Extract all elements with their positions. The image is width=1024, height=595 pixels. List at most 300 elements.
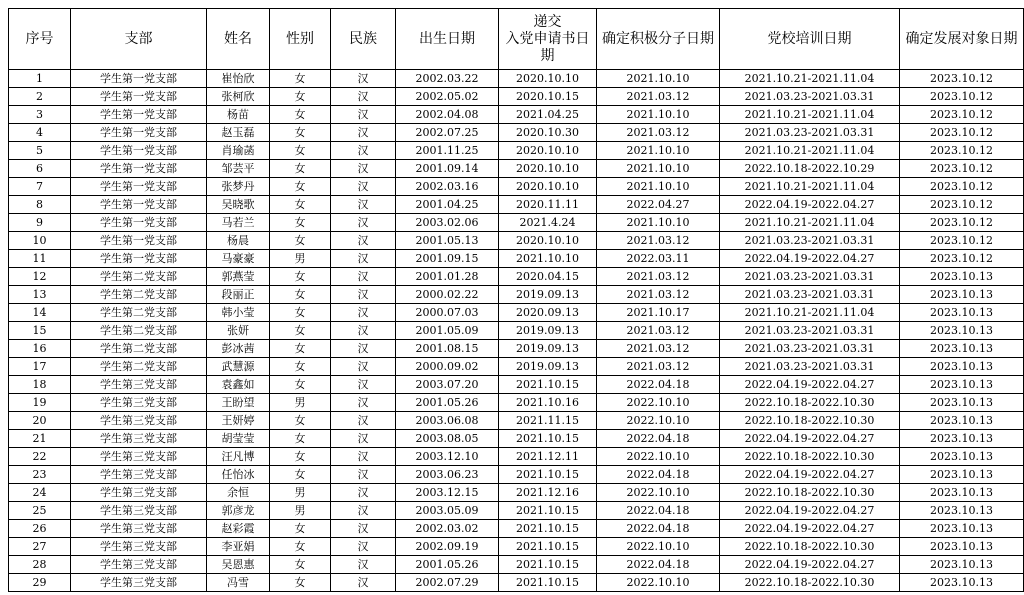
cell-application-date: 2021.12.11 [499, 448, 597, 466]
cell-gender: 女 [270, 142, 331, 160]
cell-seq: 16 [9, 340, 71, 358]
header-seq: 序号 [9, 9, 71, 70]
cell-ethnicity: 汉 [331, 322, 396, 340]
cell-ethnicity: 汉 [331, 70, 396, 88]
cell-seq: 1 [9, 70, 71, 88]
cell-application-date: 2021.11.15 [499, 412, 597, 430]
table-row [9, 106, 1024, 124]
cell-birth-date: 2003.05.09 [396, 502, 499, 520]
cell-activist-date: 2021.10.17 [597, 304, 720, 322]
table-row [9, 358, 1024, 376]
cell-candidate-date: 2023.10.13 [900, 448, 1024, 466]
cell-activist-date: 2021.10.10 [597, 70, 720, 88]
cell-ethnicity: 汉 [331, 142, 396, 160]
cell-birth-date: 2000.07.03 [396, 304, 499, 322]
cell-training-date: 2022.04.19-2022.04.27 [720, 376, 900, 394]
cell-activist-date: 2021.03.12 [597, 340, 720, 358]
cell-seq: 19 [9, 394, 71, 412]
cell-name: 王妍婷 [207, 412, 270, 430]
cell-branch: 学生第二党支部 [71, 286, 207, 304]
cell-ethnicity: 汉 [331, 412, 396, 430]
header-application-line-1: 递交 [533, 13, 562, 30]
cell-candidate-date: 2023.10.13 [900, 574, 1024, 592]
cell-activist-date: 2022.10.10 [597, 574, 720, 592]
cell-training-date: 2021.03.23-2021.03.31 [720, 340, 900, 358]
cell-gender: 女 [270, 304, 331, 322]
cell-birth-date: 2003.12.15 [396, 484, 499, 502]
cell-seq: 2 [9, 88, 71, 106]
cell-activist-date: 2021.10.10 [597, 160, 720, 178]
header-training-date: 党校培训日期 [720, 9, 900, 70]
cell-name: 段丽正 [207, 286, 270, 304]
cell-ethnicity: 汉 [331, 250, 396, 268]
table-row [9, 304, 1024, 322]
table-row [9, 70, 1024, 88]
cell-training-date: 2021.10.21-2021.11.04 [720, 214, 900, 232]
cell-name: 杨苗 [207, 106, 270, 124]
header-ethnicity: 民族 [331, 9, 396, 70]
cell-gender: 男 [270, 394, 331, 412]
cell-seq: 18 [9, 376, 71, 394]
cell-branch: 学生第三党支部 [71, 538, 207, 556]
cell-activist-date: 2021.10.10 [597, 106, 720, 124]
cell-branch: 学生第三党支部 [71, 394, 207, 412]
cell-birth-date: 2002.07.29 [396, 574, 499, 592]
cell-birth-date: 2002.03.16 [396, 178, 499, 196]
cell-seq: 20 [9, 412, 71, 430]
cell-candidate-date: 2023.10.12 [900, 124, 1024, 142]
cell-ethnicity: 汉 [331, 160, 396, 178]
cell-seq: 28 [9, 556, 71, 574]
header-application-line-3: 期 [540, 47, 555, 64]
cell-name: 张柯欣 [207, 88, 270, 106]
cell-training-date: 2022.04.19-2022.04.27 [720, 502, 900, 520]
cell-training-date: 2022.04.19-2022.04.27 [720, 520, 900, 538]
cell-gender: 女 [270, 538, 331, 556]
cell-ethnicity: 汉 [331, 574, 396, 592]
cell-birth-date: 2001.05.09 [396, 322, 499, 340]
cell-ethnicity: 汉 [331, 340, 396, 358]
cell-candidate-date: 2023.10.13 [900, 376, 1024, 394]
table-row [9, 484, 1024, 502]
cell-application-date: 2020.10.15 [499, 88, 597, 106]
cell-application-date: 2019.09.13 [499, 358, 597, 376]
cell-gender: 女 [270, 232, 331, 250]
cell-branch: 学生第一党支部 [71, 88, 207, 106]
cell-ethnicity: 汉 [331, 556, 396, 574]
cell-seq: 23 [9, 466, 71, 484]
cell-seq: 4 [9, 124, 71, 142]
cell-branch: 学生第一党支部 [71, 160, 207, 178]
cell-candidate-date: 2023.10.12 [900, 196, 1024, 214]
cell-application-date: 2020.10.10 [499, 232, 597, 250]
table-row [9, 250, 1024, 268]
cell-branch: 学生第三党支部 [71, 520, 207, 538]
header-name: 姓名 [207, 9, 270, 70]
cell-training-date: 2022.04.19-2022.04.27 [720, 196, 900, 214]
cell-candidate-date: 2023.10.13 [900, 520, 1024, 538]
cell-ethnicity: 汉 [331, 232, 396, 250]
cell-gender: 女 [270, 466, 331, 484]
cell-candidate-date: 2023.10.13 [900, 430, 1024, 448]
cell-branch: 学生第二党支部 [71, 322, 207, 340]
cell-seq: 17 [9, 358, 71, 376]
cell-candidate-date: 2023.10.13 [900, 322, 1024, 340]
table-row [9, 232, 1024, 250]
cell-name: 王盼望 [207, 394, 270, 412]
cell-application-date: 2020.10.10 [499, 160, 597, 178]
member-table [8, 8, 1024, 592]
cell-birth-date: 2000.02.22 [396, 286, 499, 304]
table-row [9, 196, 1024, 214]
cell-training-date: 2021.10.21-2021.11.04 [720, 304, 900, 322]
cell-ethnicity: 汉 [331, 520, 396, 538]
cell-birth-date: 2002.03.02 [396, 520, 499, 538]
cell-name: 李亚娟 [207, 538, 270, 556]
cell-name: 武慧源 [207, 358, 270, 376]
cell-name: 郭燕莹 [207, 268, 270, 286]
cell-branch: 学生第三党支部 [71, 376, 207, 394]
cell-birth-date: 2002.03.22 [396, 70, 499, 88]
cell-branch: 学生第一党支部 [71, 106, 207, 124]
cell-branch: 学生第一党支部 [71, 178, 207, 196]
cell-ethnicity: 汉 [331, 124, 396, 142]
cell-candidate-date: 2023.10.12 [900, 160, 1024, 178]
cell-gender: 女 [270, 448, 331, 466]
cell-application-date: 2021.04.25 [499, 106, 597, 124]
cell-seq: 12 [9, 268, 71, 286]
cell-seq: 14 [9, 304, 71, 322]
cell-seq: 15 [9, 322, 71, 340]
cell-gender: 女 [270, 286, 331, 304]
cell-candidate-date: 2023.10.12 [900, 70, 1024, 88]
cell-ethnicity: 汉 [331, 502, 396, 520]
cell-gender: 女 [270, 268, 331, 286]
cell-branch: 学生第三党支部 [71, 574, 207, 592]
table-row [9, 574, 1024, 592]
cell-application-date: 2021.12.16 [499, 484, 597, 502]
cell-ethnicity: 汉 [331, 106, 396, 124]
cell-candidate-date: 2023.10.13 [900, 286, 1024, 304]
cell-training-date: 2022.10.18-2022.10.30 [720, 538, 900, 556]
cell-gender: 女 [270, 178, 331, 196]
cell-training-date: 2022.10.18-2022.10.30 [720, 412, 900, 430]
cell-gender: 女 [270, 376, 331, 394]
cell-seq: 10 [9, 232, 71, 250]
table-row [9, 88, 1024, 106]
cell-gender: 女 [270, 124, 331, 142]
cell-seq: 8 [9, 196, 71, 214]
cell-name: 胡莹莹 [207, 430, 270, 448]
cell-training-date: 2022.04.19-2022.04.27 [720, 556, 900, 574]
cell-birth-date: 2001.05.13 [396, 232, 499, 250]
cell-application-date: 2020.09.13 [499, 304, 597, 322]
cell-birth-date: 2001.09.15 [396, 250, 499, 268]
cell-seq: 25 [9, 502, 71, 520]
cell-gender: 女 [270, 214, 331, 232]
cell-name: 冯雪 [207, 574, 270, 592]
cell-activist-date: 2021.10.10 [597, 214, 720, 232]
cell-seq: 11 [9, 250, 71, 268]
table-row [9, 286, 1024, 304]
cell-branch: 学生第三党支部 [71, 556, 207, 574]
cell-activist-date: 2022.04.27 [597, 196, 720, 214]
cell-name: 杨晨 [207, 232, 270, 250]
cell-ethnicity: 汉 [331, 538, 396, 556]
header-birth-date: 出生日期 [396, 9, 499, 70]
cell-branch: 学生第三党支部 [71, 430, 207, 448]
cell-application-date: 2021.10.15 [499, 502, 597, 520]
table-row [9, 466, 1024, 484]
cell-training-date: 2021.03.23-2021.03.31 [720, 232, 900, 250]
cell-name: 马若兰 [207, 214, 270, 232]
cell-gender: 男 [270, 484, 331, 502]
cell-candidate-date: 2023.10.13 [900, 484, 1024, 502]
cell-training-date: 2022.10.18-2022.10.30 [720, 448, 900, 466]
cell-birth-date: 2001.05.26 [396, 394, 499, 412]
table-row [9, 502, 1024, 520]
cell-candidate-date: 2023.10.13 [900, 556, 1024, 574]
cell-activist-date: 2022.04.18 [597, 520, 720, 538]
cell-birth-date: 2003.06.23 [396, 466, 499, 484]
cell-candidate-date: 2023.10.12 [900, 106, 1024, 124]
cell-activist-date: 2022.04.18 [597, 466, 720, 484]
cell-name: 余恒 [207, 484, 270, 502]
cell-birth-date: 2002.05.02 [396, 88, 499, 106]
cell-birth-date: 2003.08.05 [396, 430, 499, 448]
cell-activist-date: 2022.10.10 [597, 412, 720, 430]
cell-application-date: 2020.10.10 [499, 142, 597, 160]
cell-ethnicity: 汉 [331, 286, 396, 304]
header-application-date [499, 9, 597, 70]
cell-seq: 6 [9, 160, 71, 178]
cell-name: 袁鑫如 [207, 376, 270, 394]
cell-candidate-date: 2023.10.13 [900, 538, 1024, 556]
cell-application-date: 2021.10.16 [499, 394, 597, 412]
cell-seq: 7 [9, 178, 71, 196]
cell-birth-date: 2003.02.06 [396, 214, 499, 232]
cell-birth-date: 2001.05.26 [396, 556, 499, 574]
header-application-line-2: 入党申请书日 [505, 30, 590, 47]
cell-gender: 女 [270, 88, 331, 106]
table-row [9, 556, 1024, 574]
header-branch: 支部 [71, 9, 207, 70]
cell-gender: 女 [270, 322, 331, 340]
cell-ethnicity: 汉 [331, 304, 396, 322]
cell-branch: 学生第一党支部 [71, 124, 207, 142]
cell-birth-date: 2003.06.08 [396, 412, 499, 430]
cell-branch: 学生第二党支部 [71, 268, 207, 286]
table-body [9, 70, 1024, 592]
cell-seq: 3 [9, 106, 71, 124]
cell-ethnicity: 汉 [331, 178, 396, 196]
cell-ethnicity: 汉 [331, 268, 396, 286]
cell-name: 赵玉磊 [207, 124, 270, 142]
cell-ethnicity: 汉 [331, 196, 396, 214]
cell-application-date: 2021.10.15 [499, 574, 597, 592]
cell-training-date: 2021.03.23-2021.03.31 [720, 124, 900, 142]
cell-name: 马豪豪 [207, 250, 270, 268]
cell-activist-date: 2022.04.18 [597, 502, 720, 520]
cell-training-date: 2021.03.23-2021.03.31 [720, 286, 900, 304]
cell-activist-date: 2021.10.10 [597, 178, 720, 196]
cell-activist-date: 2022.10.10 [597, 484, 720, 502]
cell-seq: 9 [9, 214, 71, 232]
cell-training-date: 2021.03.23-2021.03.31 [720, 322, 900, 340]
header-candidate-date: 确定发展对象日期 [900, 9, 1024, 70]
header-activist-date: 确定积极分子日期 [597, 9, 720, 70]
cell-gender: 女 [270, 358, 331, 376]
cell-birth-date: 2001.09.14 [396, 160, 499, 178]
cell-activist-date: 2021.03.12 [597, 322, 720, 340]
cell-seq: 24 [9, 484, 71, 502]
cell-gender: 男 [270, 502, 331, 520]
table-row [9, 268, 1024, 286]
table-row [9, 142, 1024, 160]
cell-ethnicity: 汉 [331, 466, 396, 484]
cell-branch: 学生第二党支部 [71, 358, 207, 376]
cell-gender: 女 [270, 70, 331, 88]
cell-activist-date: 2021.03.12 [597, 286, 720, 304]
cell-candidate-date: 2023.10.12 [900, 250, 1024, 268]
cell-candidate-date: 2023.10.13 [900, 412, 1024, 430]
cell-candidate-date: 2023.10.12 [900, 214, 1024, 232]
cell-birth-date: 2001.01.28 [396, 268, 499, 286]
cell-birth-date: 2003.07.20 [396, 376, 499, 394]
cell-seq: 13 [9, 286, 71, 304]
cell-activist-date: 2021.03.12 [597, 232, 720, 250]
cell-branch: 学生第二党支部 [71, 340, 207, 358]
cell-seq: 21 [9, 430, 71, 448]
cell-candidate-date: 2023.10.13 [900, 304, 1024, 322]
table-row [9, 448, 1024, 466]
cell-birth-date: 2001.04.25 [396, 196, 499, 214]
cell-training-date: 2022.10.18-2022.10.30 [720, 574, 900, 592]
cell-application-date: 2021.10.15 [499, 430, 597, 448]
cell-candidate-date: 2023.10.13 [900, 502, 1024, 520]
cell-branch: 学生第三党支部 [71, 466, 207, 484]
header-row [9, 9, 1024, 70]
cell-name: 崔怡欣 [207, 70, 270, 88]
cell-activist-date: 2021.03.12 [597, 124, 720, 142]
cell-birth-date: 2003.12.10 [396, 448, 499, 466]
cell-seq: 26 [9, 520, 71, 538]
cell-seq: 27 [9, 538, 71, 556]
cell-ethnicity: 汉 [331, 214, 396, 232]
cell-birth-date: 2002.04.08 [396, 106, 499, 124]
cell-gender: 女 [270, 430, 331, 448]
cell-training-date: 2022.10.18-2022.10.29 [720, 160, 900, 178]
cell-branch: 学生第三党支部 [71, 502, 207, 520]
cell-candidate-date: 2023.10.12 [900, 142, 1024, 160]
cell-name: 汪凡博 [207, 448, 270, 466]
cell-branch: 学生第一党支部 [71, 232, 207, 250]
table-row [9, 124, 1024, 142]
cell-activist-date: 2022.10.10 [597, 538, 720, 556]
cell-birth-date: 2002.09.19 [396, 538, 499, 556]
cell-application-date: 2020.10.30 [499, 124, 597, 142]
cell-branch: 学生第一党支部 [71, 196, 207, 214]
cell-gender: 女 [270, 106, 331, 124]
cell-training-date: 2021.03.23-2021.03.31 [720, 268, 900, 286]
cell-training-date: 2021.10.21-2021.11.04 [720, 142, 900, 160]
cell-name: 任怡冰 [207, 466, 270, 484]
cell-training-date: 2021.10.21-2021.11.04 [720, 178, 900, 196]
cell-activist-date: 2022.04.18 [597, 430, 720, 448]
cell-ethnicity: 汉 [331, 88, 396, 106]
cell-training-date: 2022.04.19-2022.04.27 [720, 250, 900, 268]
cell-birth-date: 2001.11.25 [396, 142, 499, 160]
cell-training-date: 2022.04.19-2022.04.27 [720, 466, 900, 484]
cell-application-date: 2021.10.15 [499, 520, 597, 538]
table-row [9, 520, 1024, 538]
cell-candidate-date: 2023.10.13 [900, 358, 1024, 376]
cell-training-date: 2021.03.23-2021.03.31 [720, 358, 900, 376]
cell-birth-date: 2001.08.15 [396, 340, 499, 358]
cell-seq: 22 [9, 448, 71, 466]
cell-name: 郭彦龙 [207, 502, 270, 520]
table-row [9, 376, 1024, 394]
cell-candidate-date: 2023.10.13 [900, 340, 1024, 358]
cell-gender: 女 [270, 556, 331, 574]
cell-activist-date: 2022.10.10 [597, 394, 720, 412]
cell-activist-date: 2021.03.12 [597, 358, 720, 376]
cell-candidate-date: 2023.10.13 [900, 394, 1024, 412]
cell-activist-date: 2022.03.11 [597, 250, 720, 268]
cell-name: 肖瑜菡 [207, 142, 270, 160]
cell-training-date: 2021.10.21-2021.11.04 [720, 70, 900, 88]
table-row [9, 214, 1024, 232]
cell-branch: 学生第三党支部 [71, 448, 207, 466]
table-row [9, 430, 1024, 448]
cell-activist-date: 2022.04.18 [597, 556, 720, 574]
cell-gender: 女 [270, 412, 331, 430]
cell-birth-date: 2002.07.25 [396, 124, 499, 142]
cell-activist-date: 2021.03.12 [597, 88, 720, 106]
cell-ethnicity: 汉 [331, 376, 396, 394]
table-row [9, 160, 1024, 178]
cell-ethnicity: 汉 [331, 394, 396, 412]
cell-name: 韩小莹 [207, 304, 270, 322]
cell-training-date: 2022.10.18-2022.10.30 [720, 484, 900, 502]
cell-candidate-date: 2023.10.12 [900, 88, 1024, 106]
cell-seq: 5 [9, 142, 71, 160]
table-row [9, 178, 1024, 196]
cell-application-date: 2021.10.15 [499, 556, 597, 574]
header-gender: 性别 [270, 9, 331, 70]
cell-application-date: 2019.09.13 [499, 322, 597, 340]
cell-training-date: 2021.10.21-2021.11.04 [720, 106, 900, 124]
cell-branch: 学生第一党支部 [71, 142, 207, 160]
cell-name: 赵彩霞 [207, 520, 270, 538]
cell-branch: 学生第一党支部 [71, 250, 207, 268]
cell-gender: 女 [270, 574, 331, 592]
cell-candidate-date: 2023.10.12 [900, 178, 1024, 196]
table-row [9, 538, 1024, 556]
cell-application-date: 2021.10.15 [499, 538, 597, 556]
cell-gender: 男 [270, 250, 331, 268]
cell-activist-date: 2022.10.10 [597, 448, 720, 466]
cell-ethnicity: 汉 [331, 358, 396, 376]
cell-application-date: 2021.10.10 [499, 250, 597, 268]
cell-application-date: 2020.04.15 [499, 268, 597, 286]
cell-activist-date: 2022.04.18 [597, 376, 720, 394]
table-row [9, 322, 1024, 340]
cell-application-date: 2021.10.15 [499, 376, 597, 394]
cell-ethnicity: 汉 [331, 448, 396, 466]
table-row [9, 412, 1024, 430]
cell-application-date: 2019.09.13 [499, 286, 597, 304]
